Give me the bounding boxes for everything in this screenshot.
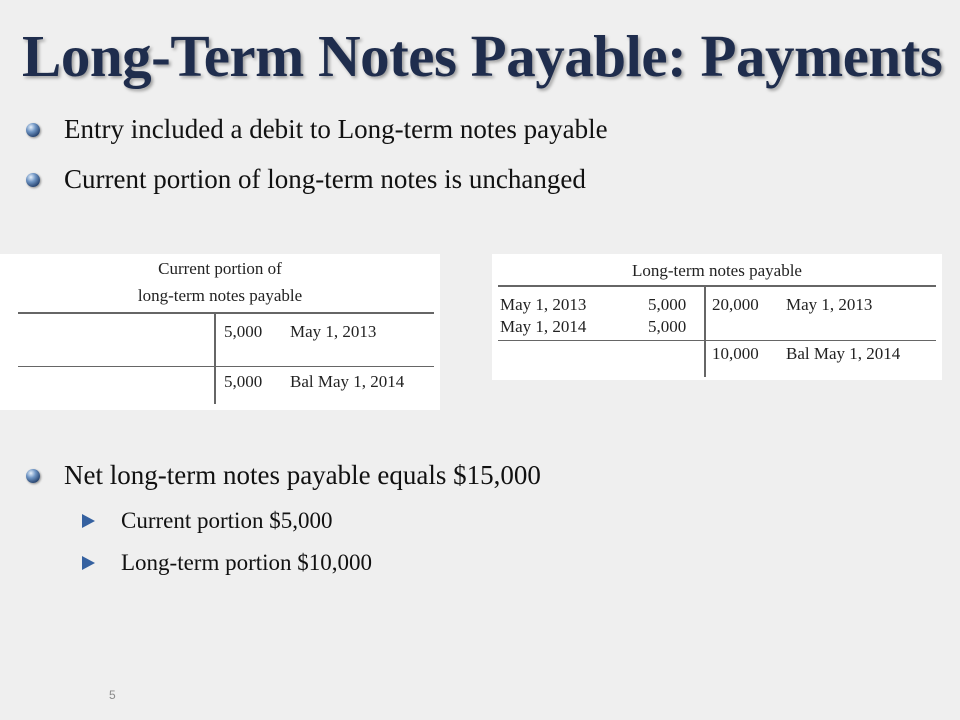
t-account-current-portion [0,254,440,410]
debit-amount: 5,000 [648,295,687,314]
arrow-bullet-icon [82,556,95,570]
sub-bullet-item [82,550,372,576]
credit-date: Bal May 1, 2014 [786,344,901,363]
slide-title: Long-Term Notes Payable: Payments [22,23,943,89]
bullet-text: Net long-term notes payable equals $15,000 [64,460,541,490]
arrow-bullet-icon [82,514,95,528]
sub-bullet-text: Current portion $5,000 [121,508,333,533]
t-account-title-line2: long-term notes payable [137,286,303,305]
debit-date: May 1, 2013 [500,295,587,314]
t-account-vertical-rule [214,312,216,404]
sub-bullet-text: Long-term portion $10,000 [121,550,373,575]
t-account-vertical-rule [704,285,706,377]
bullet-item [26,114,608,145]
t-account-balance-rule [498,340,936,341]
bullet-text: Entry included a debit to Long-term notes payable [64,114,608,144]
bullet-item [26,164,586,195]
debit-amount: 5,000 [648,317,687,336]
t-account-title: Long-term notes payable [632,261,802,280]
credit-amount: 5,000 [224,372,263,391]
sub-bullet-item [82,508,332,534]
page-number: 5 [109,688,116,702]
t-account-balance-rule [18,366,434,367]
credit-date: May 1, 2013 [786,295,873,314]
t-account-title-line1: Current portion of [158,259,282,278]
debit-date: May 1, 2014 [500,317,587,336]
t-account-long-term [492,254,942,380]
credit-date: May 1, 2013 [290,322,377,341]
bullet-orb-icon [26,123,40,137]
t-account-horizontal-rule [498,285,936,287]
t-account-horizontal-rule [18,312,434,314]
bullet-orb-icon [26,173,40,187]
credit-amount: 10,000 [712,344,759,363]
credit-date: Bal May 1, 2014 [290,372,405,391]
bullet-item [26,460,541,491]
credit-amount: 20,000 [712,295,759,314]
credit-amount: 5,000 [224,322,263,341]
bullet-orb-icon [26,469,40,483]
bullet-text: Current portion of long-term notes is unchanged [64,164,586,194]
